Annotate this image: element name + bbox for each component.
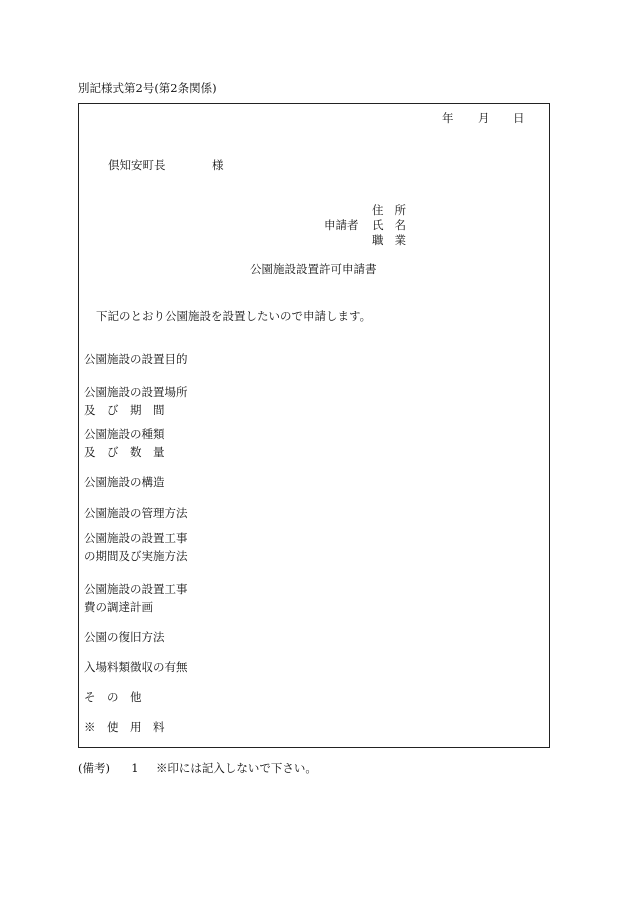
item-funding-plan-label: 公園施設の設置工事 費の調達計画 bbox=[84, 582, 188, 614]
addressee-honorific: 様 bbox=[212, 158, 224, 172]
applicant-label: 申請者 bbox=[324, 218, 359, 232]
date-year-label: 年 bbox=[442, 111, 454, 125]
item-management-label: 公園施設の管理方法 bbox=[84, 506, 188, 520]
date-day-label: 日 bbox=[513, 111, 525, 125]
remarks-text: ※印には記入しないで下さい。 bbox=[155, 761, 317, 775]
intro-text: 下記のとおり公園施設を設置したいので申請します。 bbox=[96, 309, 372, 323]
item-admission-fee-label: 入場料類徴収の有無 bbox=[84, 660, 188, 674]
item-structure-label: 公園施設の構造 bbox=[84, 475, 165, 489]
remarks-number: 1 bbox=[131, 761, 139, 775]
addressee-name: 倶知安町長 bbox=[108, 158, 166, 172]
document-title: 公園施設設置許可申請書 bbox=[250, 262, 377, 276]
item-type-quantity-label: 公園施設の種類 及 び 数 量 bbox=[84, 427, 165, 459]
remarks-label: (備考) bbox=[78, 761, 110, 775]
item-construction-period-label: 公園施設の設置工事 の期間及び実施方法 bbox=[84, 531, 188, 563]
item-restoration-label: 公園の復旧方法 bbox=[84, 630, 165, 644]
applicant-occupation-label: 職 業 bbox=[372, 233, 406, 247]
item-usage-fee-label: ※ 使 用 料 bbox=[84, 720, 165, 734]
date-month-label: 月 bbox=[478, 111, 490, 125]
item-location-period-label: 公園施設の設置場所 及 び 期 間 bbox=[84, 385, 188, 417]
form-number: 別記様式第2号(第2条関係) bbox=[78, 81, 217, 95]
item-other-label: そ の 他 bbox=[84, 690, 142, 704]
applicant-address-label: 住 所 bbox=[372, 203, 406, 217]
applicant-name-label: 氏 名 bbox=[372, 218, 406, 232]
remarks bbox=[78, 763, 317, 775]
item-purpose-label: 公園施設の設置目的 bbox=[84, 352, 188, 366]
